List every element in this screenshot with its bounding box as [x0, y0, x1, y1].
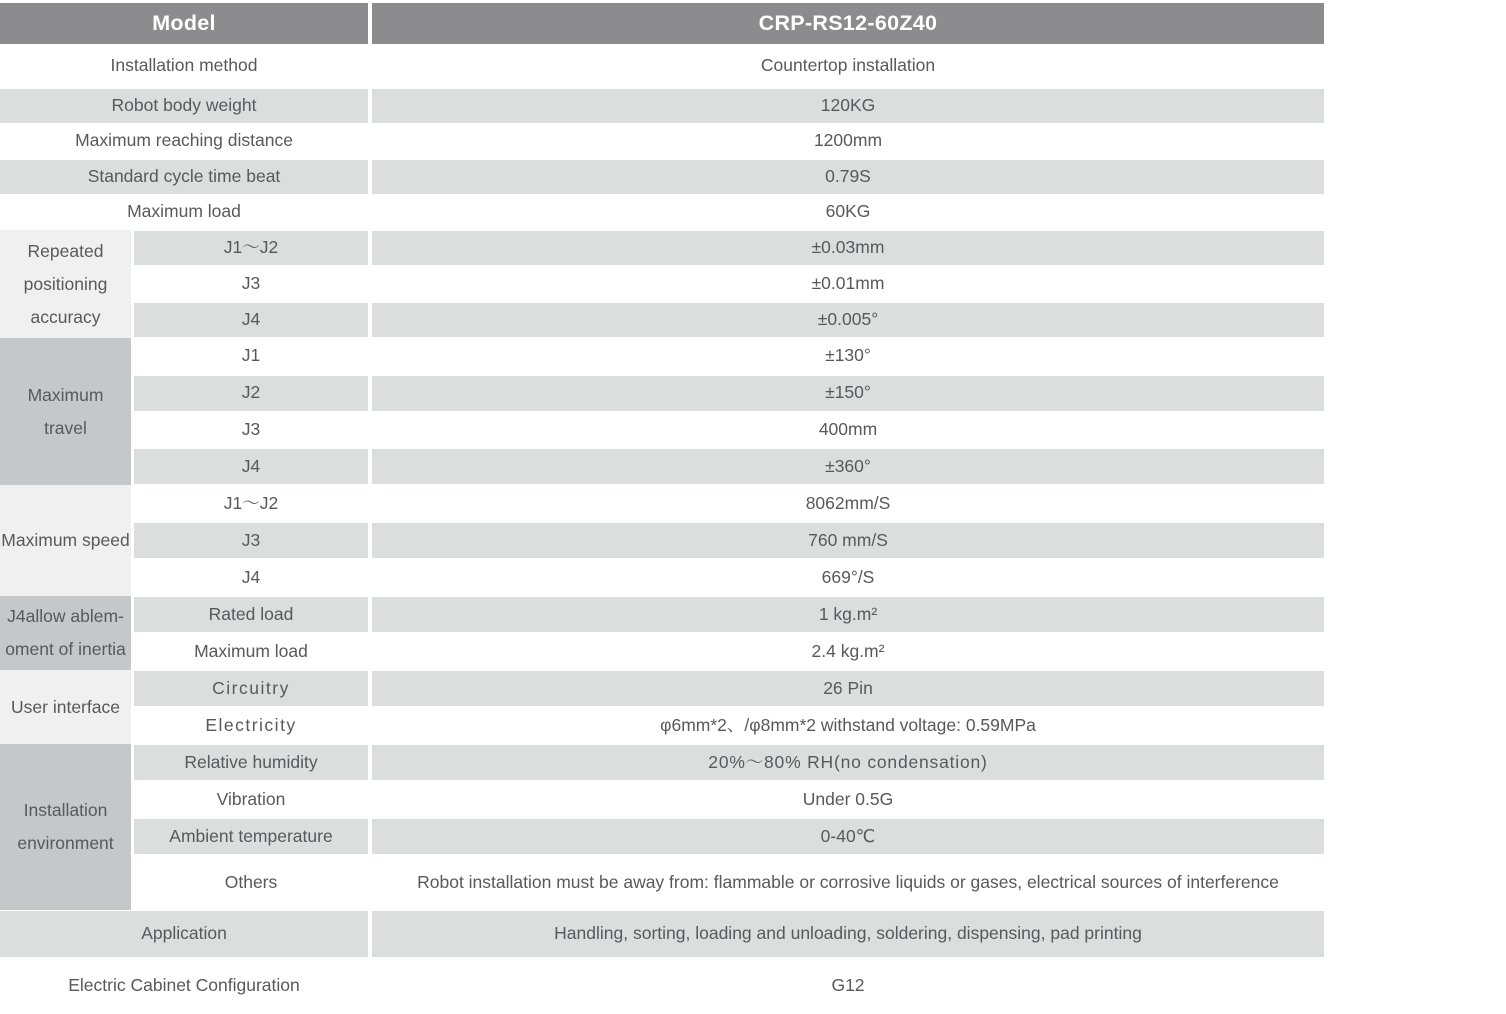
spec-row — [134, 781, 1325, 818]
row-standard-cycle-time-beat — [0, 159, 1325, 195]
group-label-line: travel — [44, 417, 87, 438]
row-value: 120KG — [372, 88, 1324, 124]
section-maximum-speed — [0, 485, 1325, 596]
row-label: Maximum load — [127, 201, 241, 222]
row-label: Ambient temperature — [134, 818, 368, 855]
table-header-row — [0, 3, 1325, 44]
row-label: Application — [0, 910, 368, 958]
group-label-line: Repeated — [27, 240, 104, 261]
sub-rows — [134, 744, 1325, 910]
spec-row — [134, 818, 1325, 855]
spec-row — [134, 412, 1325, 449]
row-value: 0-40℃ — [372, 818, 1324, 855]
row-label: J4 — [134, 448, 368, 485]
spec-row — [134, 670, 1325, 707]
spec-row — [134, 230, 1325, 266]
row-value: 60KG — [825, 201, 871, 222]
row-label: J1 — [241, 345, 261, 366]
spec-row — [134, 559, 1325, 596]
spec-row — [134, 266, 1325, 302]
group-label-maximum-speed — [0, 485, 131, 596]
row-label: Maximum load — [194, 640, 308, 661]
group-label-line: User interface — [11, 696, 120, 717]
group-label-user-interface — [0, 670, 131, 744]
spec-row — [134, 744, 1325, 781]
row-label: Electric Cabinet Configuration — [68, 975, 300, 996]
row-label: Electricity — [205, 714, 297, 735]
row-value: 400mm — [818, 418, 878, 439]
row-label: J1～J2 — [223, 492, 279, 513]
row-installation-method — [0, 44, 1325, 88]
group-label-line: positioning — [23, 273, 108, 294]
group-label-installation-environment — [0, 744, 131, 910]
row-value: ±0.005° — [372, 302, 1324, 338]
section-maximum-travel — [0, 338, 1325, 485]
row-value: Under 0.5G — [802, 788, 894, 809]
row-robot-body-weight — [0, 88, 1325, 124]
row-value: Countertop installation — [760, 55, 936, 76]
section-user-interface — [0, 670, 1325, 744]
row-value: 1 kg.m² — [372, 596, 1324, 633]
row-value: ±0.03mm — [372, 230, 1324, 266]
spec-row — [134, 338, 1325, 375]
group-label-line: Maximum speed — [1, 530, 130, 550]
row-label: J2 — [134, 375, 368, 412]
group-label-line: oment of inertia — [5, 639, 126, 659]
row-label: J3 — [241, 418, 261, 439]
row-label: Maximum reaching distance — [75, 130, 293, 151]
spec-row — [134, 633, 1325, 670]
row-value: 669°/S — [821, 566, 875, 587]
row-label: J4 — [134, 302, 368, 338]
row-value: 1200mm — [813, 130, 883, 151]
model-value-cell: CRP-RS12-60Z40 — [372, 3, 1324, 44]
row-value: ±130° — [825, 345, 871, 366]
row-label: Rated load — [134, 596, 368, 633]
spec-row — [134, 485, 1325, 522]
group-label-j4-moment-of-inertia — [0, 596, 131, 670]
group-label-line: accuracy — [30, 306, 101, 327]
row-label: Others — [224, 871, 278, 892]
row-value: φ6mm*2、/φ8mm*2 withstand voltage: 0.59MPa — [660, 714, 1036, 735]
spec-row — [134, 855, 1325, 910]
group-label-line: Installation — [23, 800, 108, 820]
row-value: ±360° — [372, 448, 1324, 485]
row-electric-cabinet-configuration — [0, 958, 1325, 1014]
group-label-line: Maximum — [27, 384, 104, 405]
row-value: 8062mm/S — [805, 492, 891, 513]
spec-row — [134, 707, 1325, 744]
section-j4-moment-of-inertia — [0, 596, 1325, 670]
sub-rows — [134, 485, 1325, 596]
row-label: Robot body weight — [0, 88, 368, 124]
row-label: J3 — [241, 273, 261, 294]
row-value: 2.4 kg.m² — [811, 640, 885, 661]
row-value: ±0.01mm — [811, 273, 885, 294]
row-value: 20%～80% RH(no condensation) — [372, 744, 1324, 781]
spec-row — [134, 448, 1325, 485]
sub-rows — [134, 596, 1325, 670]
group-label-repeated-positioning-accuracy — [0, 230, 131, 338]
row-value: 26 Pin — [372, 670, 1324, 707]
section-repeated-positioning-accuracy — [0, 230, 1325, 338]
model-header-cell: Model — [0, 3, 368, 44]
sub-rows — [134, 338, 1325, 485]
row-maximum-reaching-distance — [0, 124, 1325, 160]
row-label: J4 — [241, 566, 261, 587]
row-value: ±150° — [372, 375, 1324, 412]
row-label: Installation method — [110, 55, 258, 76]
row-application — [0, 910, 1325, 958]
sub-rows — [134, 230, 1325, 338]
row-label: Vibration — [216, 788, 286, 809]
row-value: Robot installation must be away from: flammable or corrosive liquids or gases, electrical sources of interference — [417, 871, 1279, 892]
row-value: 0.79S — [372, 159, 1324, 195]
row-label: J1～J2 — [134, 230, 368, 266]
row-label: Circuitry — [134, 670, 368, 707]
row-value: 760 mm/S — [372, 522, 1324, 559]
row-label: J3 — [134, 522, 368, 559]
section-installation-environment — [0, 744, 1325, 910]
group-label-maximum-travel — [0, 338, 131, 485]
row-value: Handling, sorting, loading and unloading, soldering, dispensing, pad printing — [372, 910, 1324, 958]
row-maximum-load — [0, 195, 1325, 231]
spec-row — [134, 375, 1325, 412]
row-label: Standard cycle time beat — [0, 159, 368, 195]
sub-rows — [134, 670, 1325, 744]
group-label-line: environment — [17, 833, 114, 853]
spec-row — [134, 302, 1325, 338]
spec-row — [134, 522, 1325, 559]
row-value: G12 — [831, 975, 865, 996]
row-label: Relative humidity — [134, 744, 368, 781]
group-label-line: J4allow ablem- — [7, 606, 124, 626]
spec-row — [134, 596, 1325, 633]
